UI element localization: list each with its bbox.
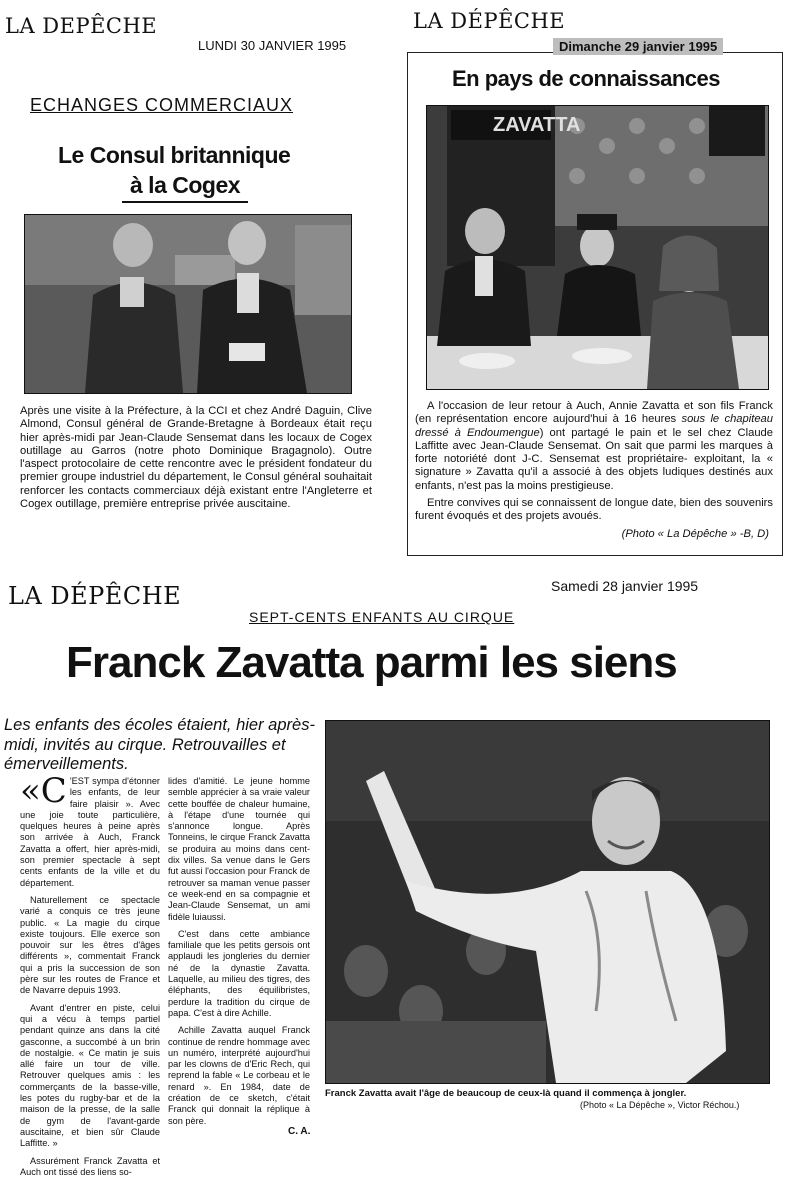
article-2-body xyxy=(415,400,773,541)
photo-franck-zavatta xyxy=(325,720,770,1084)
article-3-col1-p2: Naturellement ce spectacle varié a conquis ce très jeune public. « La magie du cirque existe toujours. Elle exerce son pouvoir sur les êtres d'âges différents », commentait Franck qui a pris la succession de son père sur les routes de France et de Navarre depuis 1993. xyxy=(20,894,160,996)
masthead-3: LA DÉPÊCHE xyxy=(8,582,182,610)
headline-2: En pays de connaissances xyxy=(452,66,721,91)
article-3-col1-p3: Avant d'entrer en piste, celui qui a vécu à temps partiel pendant quinze ans dans la cité gasconne, a succombé à un brin de nostalgie. « Ce matin je suis allé faire un tour de ville. Retrouver quelques amis : les commerçants de la basse-ville, les potes du rugby-bar et de la maison de la presse, de la salle de gym de l'avant-garde auscitaine, et bien sûr Claude Laffitte. » xyxy=(20,1002,160,1149)
article-2-paragraph-2: Entre convives qui se connaissent de longue date, bien des souvenirs furent évoqués et des projets avoués. xyxy=(415,497,773,523)
zavatta-sign: ZAVATTA xyxy=(493,114,581,136)
photo-dinner xyxy=(426,105,769,390)
chapo-3: Les enfants des écoles étaient, hier après-midi, invités au cirque. Retrouvailles et émerveillements. xyxy=(4,716,315,773)
photo-credit-2: (Photo « La Dépêche » -B, D) xyxy=(621,527,769,540)
dropcap: «C xyxy=(20,771,67,811)
date-3: Samedi 28 janvier 1995 xyxy=(551,578,699,594)
photo-caption-3: Franck Zavatta avait l'âge de beaucoup de ceux-là quand il commença à jongler. xyxy=(325,1088,687,1099)
article-2-paragraph-1 xyxy=(415,400,773,493)
signature-3: C. A. xyxy=(288,1126,311,1137)
article-2-p1-italic: sous le chapiteau dressé à Endoumengue xyxy=(415,413,774,439)
date-2: Dimanche 29 janvier 1995 xyxy=(553,38,723,55)
headline-1-line1: Le Consul britannique xyxy=(58,142,291,168)
kicker-3: SEPT-CENTS ENFANTS AU CIRQUE xyxy=(249,609,515,625)
article-3-col2-p3: Achille Zavatta auquel Franck continue de rendre hommage avec un numéro, interprété aujourd'hui par les clowns de d'Eric Rech, qui reprend la fable « Le corbeau et le renard ». En 1984, date de création de ce sketch, c'était Franck qui donnait la réplique à son père. xyxy=(168,1025,310,1126)
article-3-col2-p1: lides d'amitié. Le jeune homme semble apprécier à sa vraie valeur cette bouffée de chaleur humaine, à l'étape d'une tournée qui s'annonce longue. Après Tonneins, le cirque Franck Zavatta se produira au moins dans cent-dix villes. Sa venue dans le Gers fut aussi l'occasion pour Franck de retrouver sa maman venue passer ce week-end en sa compagnie et Jean-Claude Sensemat, un ami fidèle luiaussi. xyxy=(168,776,310,922)
headline-3: Franck Zavatta parmi les siens xyxy=(66,638,677,687)
masthead-2: LA DÉPÊCHE xyxy=(413,9,566,33)
article-3-col2-p2: C'est dans cette ambiance familiale que les petits gersois ont applaudi les jongleries du dernier né de la dynastie Zavatta. Laquelle, au milieu des tigres, des éléphants, des équilibristes, perdure la tradition du cirque de papa. C'est à dire Achille. xyxy=(168,928,310,1018)
photo-consul xyxy=(24,214,352,394)
article-2-p1-part1: A l'occasion de leur retour à Auch, Annie Zavatta et son fils Franck (en représentation encore aujourd'hui à 16 heures xyxy=(415,400,773,426)
article-2-p1-part2: ) ont partagé le pain et le sel chez Claude Laffitte avec Jean-Claude Sensemat. On sait que parmi les marques à forte notoriété dont J-C. Sensemat est propriétaire- exploitant, la « signature » Zavatta qu'il a associé à des objets ludiques destinés aux enfants, n'est pas la moins prestigieuse. xyxy=(415,426,773,492)
headline-1-line2: à la Cogex xyxy=(122,172,248,203)
masthead-1: LA DEPÊCHE xyxy=(5,14,158,38)
photo-credit-3: (Photo « La Dépêche », Victor Réchou.) xyxy=(580,1100,740,1110)
article-3-col1-p1 xyxy=(20,771,160,889)
article-1-body: Après une visite à la Préfecture, à la CCI et chez André Daguin, Clive Almond, Consul général de Grande-Bretagne à Bordeaux était reçu hier après-midi par Jean-Claude Sensemat dans les locaux de Cogex outillage au Garros (notre photo Dominique Bragagnolo). Outre l'aspect protocolaire de cette rencontre avec le président fondateur du premier groupe industriel du département, le Consul général souhaitait renforcer les contacts commerciaux déjà existant entre l'Angleterre et Cogex outillage, première entreprise privée auscitaine. xyxy=(20,405,372,511)
article-3-col-1 xyxy=(20,771,160,1184)
kicker-1: ECHANGES COMMERCIAUX xyxy=(30,95,294,115)
article-3-col-2 xyxy=(168,776,310,1133)
article-3-col1-p4: Assurément Franck Zavatta et Auch ont tissé des liens so- xyxy=(20,1155,160,1177)
article-3-col1-p1-text: 'EST sympa d'étonner les enfants, de leur faire plaisir ». Avec une joie toute particulière, quelques heures à peine après son arrivée à Auch, Franck Zavatta a offert, hier après-midi, son premier spectacle à sept cents enfants de la ville et du département. xyxy=(20,776,160,888)
date-1: LUNDI 30 JANVIER 1995 xyxy=(198,38,347,53)
